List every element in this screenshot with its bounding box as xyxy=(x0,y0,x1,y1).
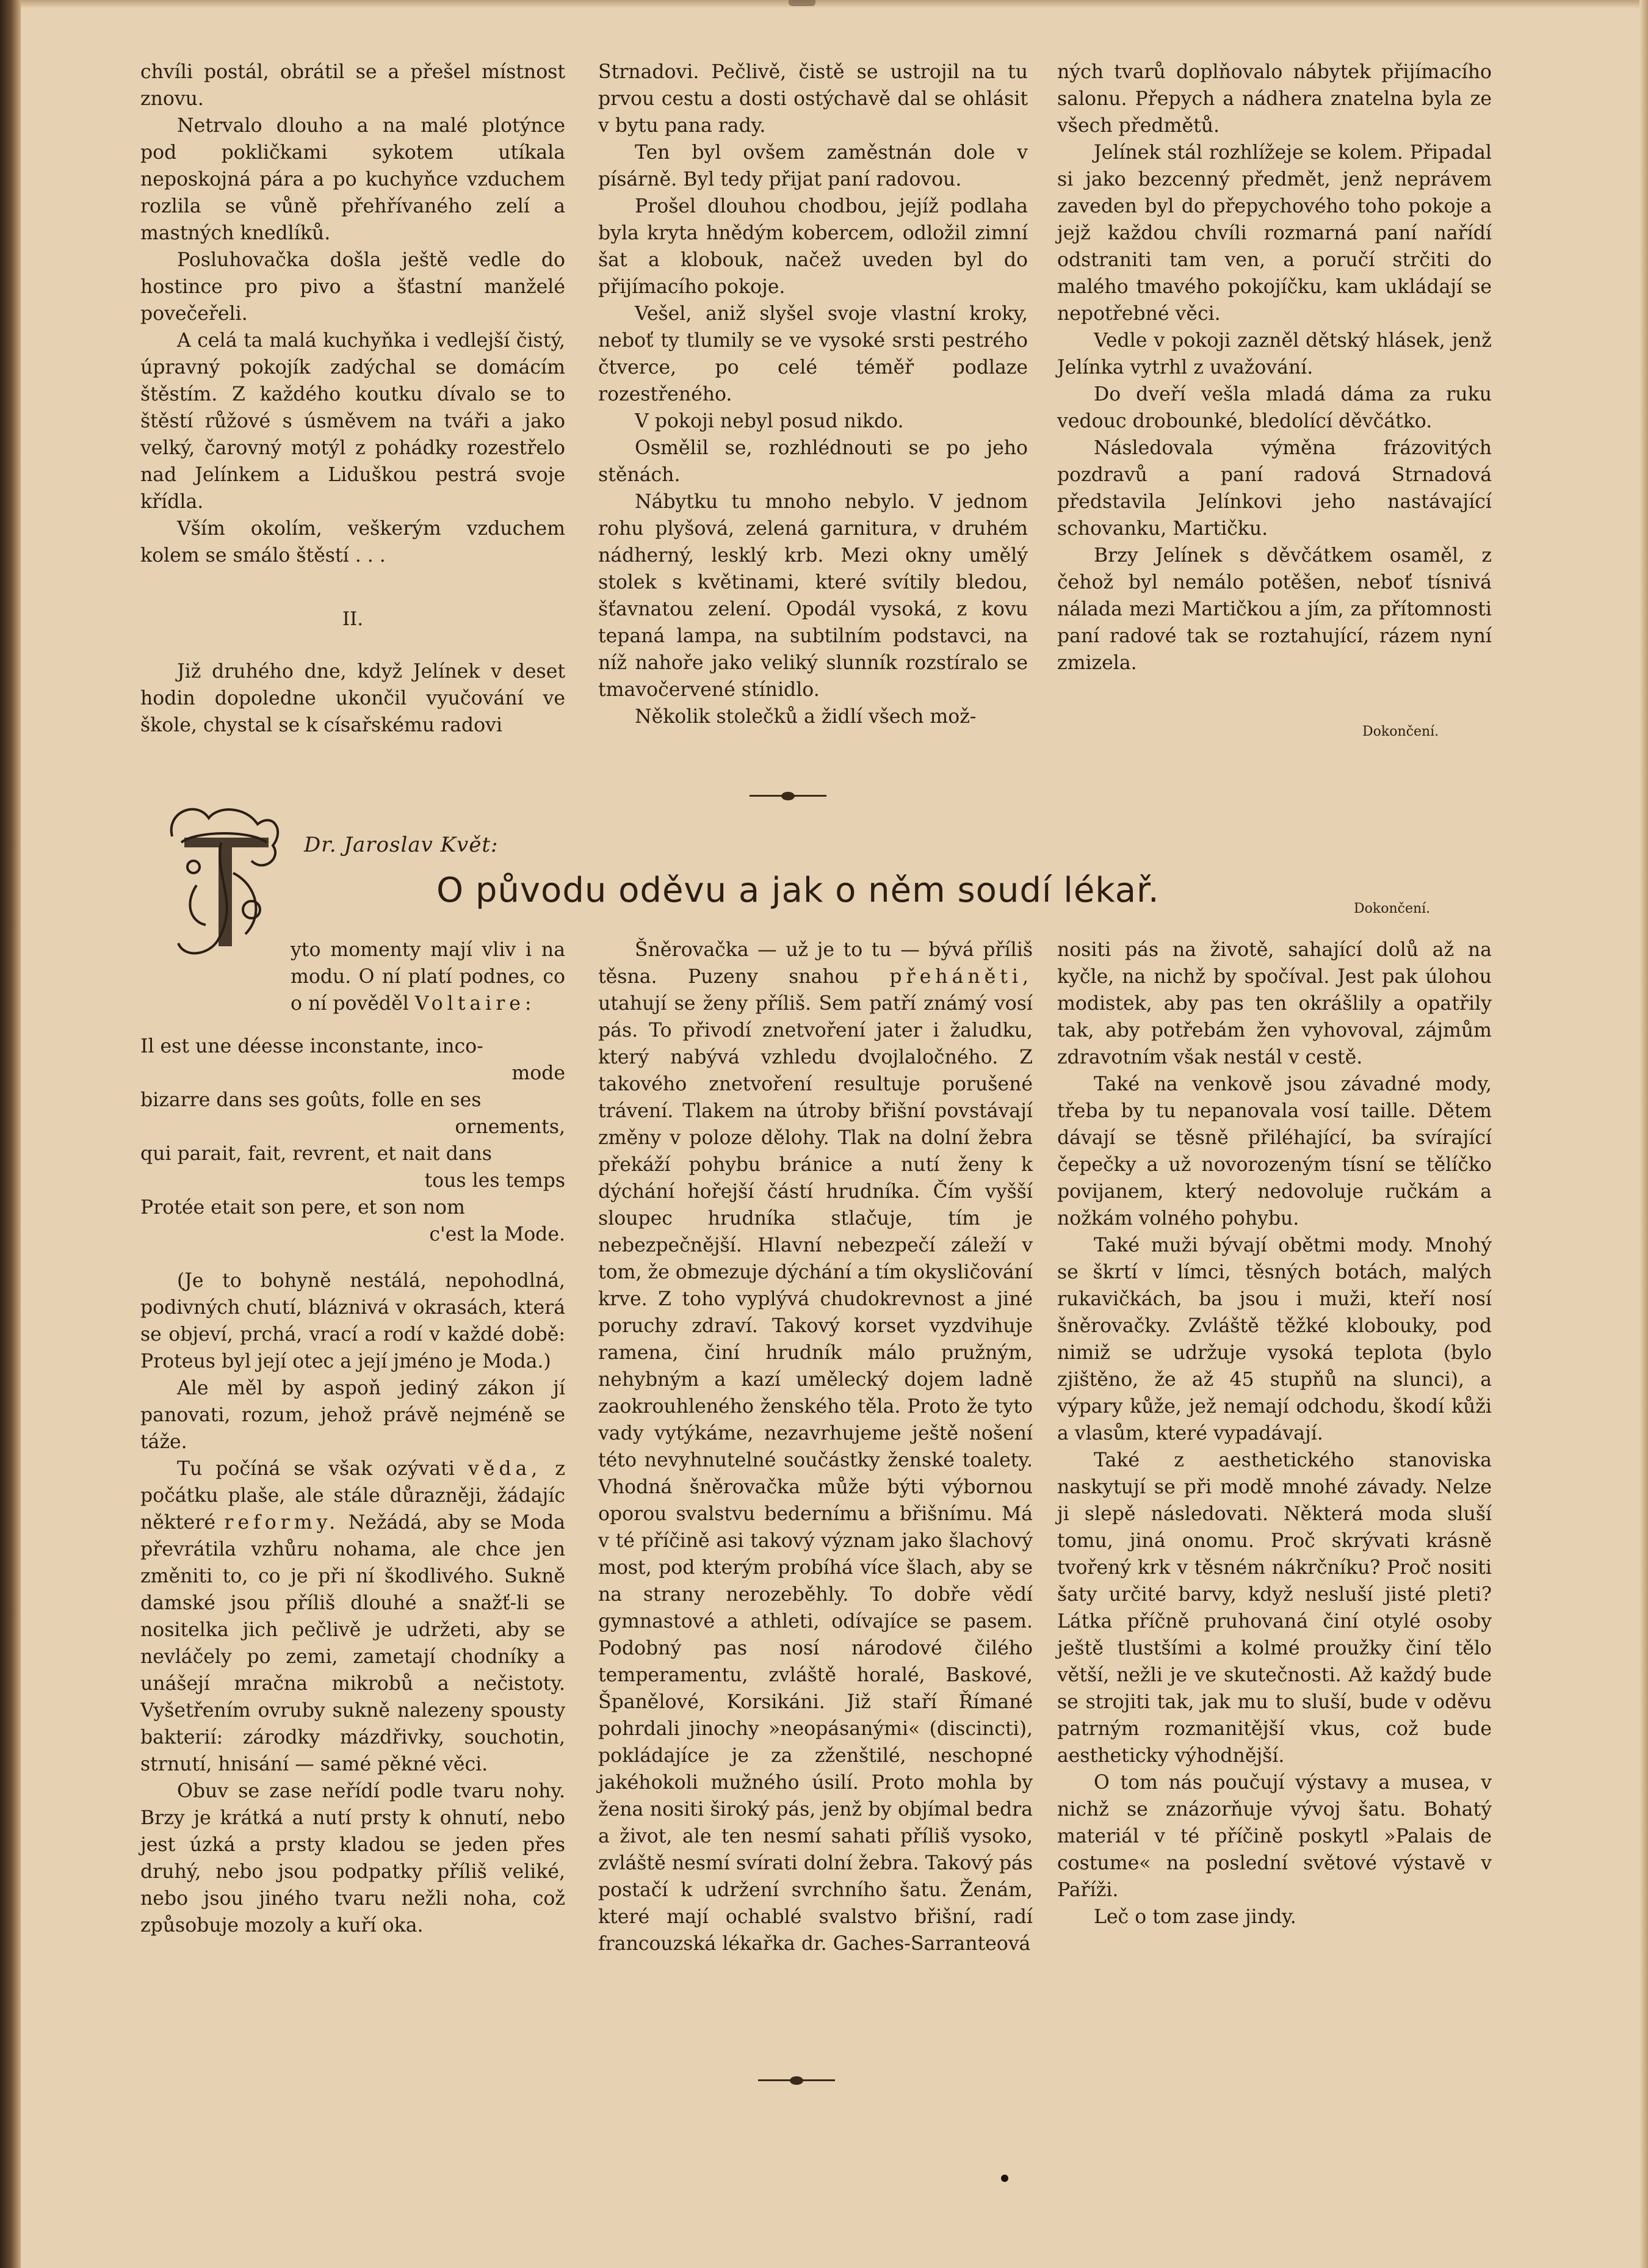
paragraph: Strnadovi. Pečlivě, čistě se ustrojil na tu prvou cestu a dosti ostýchavě dal se ohlásit v bytu pana rady. xyxy=(598,61,1028,137)
paragraph: Nábytku tu mnoho nebylo. V jednom rohu plyšová, zelená garnitura, v druhém nádherný, lesklý krb. Mezi okny umělý stolek s květinami, které svítily bledou, šťavnatou zelení. Opodál vysoká, z kovu tepaná lampa, na subtilním podstavci, na níž nahoře jako veliký slunník rozstíralo se tmavočervené stínidlo. xyxy=(598,491,1028,701)
paragraph: Také z aesthetického stanoviska naskytují se při modě mnohé závady. Nelze ji slepě následovati. Některá moda sluší tomu, jiná onomu. Proč skrývati krásně tvořený krk v těsném nákrčníku? Proč nositi šaty určité barvy, když nesluší jisté pleti? Látka příčně pruhovaná činí otylé osoby ještě tlustšími a kolmé proužky činí tělo větší, nežli je ve skutečnosti. Až každý bude se strojiti tak, jak mu to sluší, bude v oděvu patrným rozmanitější vkus, což bude aestheticky výhodnější. xyxy=(1057,1449,1492,1767)
paragraph: Ten byl ovšem zaměstnán dole v písárně. Byl tedy přijat paní radovou. xyxy=(598,142,1028,190)
paragraph: Ale měl by aspoň jediný zákon jí panovati, rozum, jehož právě nejméně se táže. xyxy=(140,1377,565,1453)
verse-line: Protée etait son pere, et son nom xyxy=(140,1197,465,1219)
article2-column-1 xyxy=(140,937,565,1939)
article1-column-2 xyxy=(598,59,1028,730)
paragraph: Leč o tom zase jindy. xyxy=(1094,1906,1296,1928)
paragraph: chvíli postál, obrátil se a přešel místnost znovu. xyxy=(140,61,565,110)
verse-line: c'est la Mode. xyxy=(429,1223,565,1245)
paragraph xyxy=(140,1455,565,1778)
spaced-word: reformy. xyxy=(224,1512,340,1534)
spaced-word: věda, xyxy=(468,1458,542,1480)
paragraph: Vešel, aniž slyšel svoje vlastní kroky, neboť ty tlumily se ve vysoké srsti pestrého čtverce, po celé téměř podlaze rozestřeného. xyxy=(598,303,1028,405)
verse-line: mode xyxy=(511,1062,565,1084)
article2-column-2 xyxy=(598,937,1033,1957)
article2-column-3 xyxy=(1057,937,1492,1930)
paragraph xyxy=(598,937,1033,1957)
paragraph xyxy=(140,937,565,1017)
paragraph: (Je to bohyně nestálá, nepohodlná, podivných chutí, bláznivá v okrasách, která se objeví, prchá, vrací a rodí v každé době: Proteus byl její otec a její jméno je Moda.) xyxy=(140,1270,565,1372)
text-run: z počátku plaše, ale stále důrazněji, žádajíc některé xyxy=(140,1458,565,1534)
text-run: Nežádá, aby se Moda převrátila vzhůru nohama, ale chce jen změniti to, co je při ní škodlivého. Sukně damské jsou příliš dlouhé a snažť-li se nositelka jich pečlivě je udržeti, aby se nevláčely po zemi, zametají chodníky a unášejí mračna mikrobů a nečistoty. Vyšetřením ovruby sukně nalezeny spousty bakterií: zárodky mázdřivky, souchotin, strnutí, hnisání — samé pěkné věci. xyxy=(140,1512,566,1775)
paragraph: Vedle v pokoji zazněl dětský hlásek, jenž Jelínka vytrhl z uvažování. xyxy=(1057,330,1492,379)
spaced-name: Voltaire: xyxy=(414,993,536,1015)
paragraph: Následovala výměna frázovitých pozdravů a paní radová Strnadová představila Jelínkovi jeho nastávající schovanku, Martičku. xyxy=(1057,437,1492,540)
text-run: Šněrovačka — už je to tu — bývá příliš těsna. Puzeny snahou xyxy=(598,939,1033,988)
verse-line: ornements, xyxy=(455,1116,565,1138)
paragraph: Již druhého dne, když Jelínek v deset hodin dopoledne ukončil vyučování ve škole, chystal se k císařskému radovi xyxy=(140,661,565,736)
article-title: O původu oděvu a jak o něm soudí lékař. xyxy=(436,871,1160,910)
page-edge-top xyxy=(21,0,1648,9)
verse-line: qui parait, fait, revrent, et nait dans xyxy=(140,1143,492,1165)
text-run: Tu počíná se však ozývati xyxy=(177,1458,455,1480)
paragraph: Vším okolím, veškerým vzduchem kolem se smálo štěstí . . . xyxy=(140,518,565,567)
paragraph: V pokoji nebyl posud nikdo. xyxy=(635,410,904,432)
paragraph: Obuv se zase neřídí podle tvaru nohy. Brzy je krátká a nutí prsty k ohnutí, nebo jest úzká a prsty kladou se jeden přes druhý, nebo jsou podpatky příliš veliké, nebo jsou jiného tvaru nežli noha, což způsobuje mozoly a kuří oka. xyxy=(140,1780,565,1936)
paragraph: A celá ta malá kuchyňka i vedlejší čistý, úpravný pokojík zadýchal se domácím štěstím. Z každého koutku dívalo se to štěstí růžové s úsměvem na tváři a jako velký, čarovný motýl z pohádky rozestřelo nad Jelínkem a Liduškou pestrá svoje křídla. xyxy=(140,330,565,513)
verse-line: Il est une déesse inconstante, inco- xyxy=(140,1035,483,1057)
article1-column-3 xyxy=(1057,59,1492,676)
article1-column-1 xyxy=(140,59,565,739)
paragraph: O tom nás poučují výstavy a musea, v nichž se znázorňuje vývoj šatu. Bohatý materiál v té příčině poskytl »Palais de costume« na poslední světové výstavě v Paříži. xyxy=(1057,1772,1492,1901)
paragraph: ných tvarů doplňovalo nábytek přijímacího salonu. Přepych a nádhera znatelna byla ze všech předmětů. xyxy=(1057,61,1492,137)
spaced-word: přeháněti, xyxy=(889,966,1033,988)
paragraph: nositi pás na životě, sahající dolů až na kyčle, na nichž by spočíval. Jest pak úlohou modistek, aby pas ten okrášlily a opatřily tak, aby potřebám žen vyhovoval, zájmům zdravotním však nestál v cestě. xyxy=(1057,939,1492,1068)
paragraph: Do dveří vešla mladá dáma za ruku vedouc drobounké, bledolící děvčátko. xyxy=(1057,383,1492,432)
paragraph: Posluhovačka došla ještě vedle do hostince pro pivo a šťastní manželé povečeřeli. xyxy=(140,249,565,325)
separator-ornament-icon xyxy=(781,792,795,800)
continued-note: Dokončení. xyxy=(1354,901,1431,916)
book-spine-shadow xyxy=(0,0,21,2268)
page-number-fragment xyxy=(789,0,815,6)
paragraph: Netrvalo dlouho a na malé plotýnce pod pokličkami sykotem utíkala neposkojná pára a po kuchyňce vzduchem rozlila se vůně přehřívaného zelí a mastných knedlíků. xyxy=(140,115,565,244)
continued-note: Dokončení. xyxy=(1362,724,1439,739)
paragraph: Brzy Jelínek s děvčátkem osaměl, z čehož byl nemálo potěšen, neboť tísnivá nálada mezi Martičkou a jím, za přítomnosti paní radové tak se roztahující, rázem nyní zmizela. xyxy=(1057,545,1492,674)
verse-line: bizarre dans ses goûts, folle en ses xyxy=(140,1089,482,1111)
intro-text: yto momenty mají vliv i na modu. O ní platí podnes, co o ní pověděl xyxy=(291,939,565,1015)
ink-dot xyxy=(1001,2175,1008,2182)
paragraph: Také na venkově jsou závadné mody, třeba by tu nepanovala vosí taille. Dětem dávají se těsně přiléhající, ba svírající čepečky a už novorozeným tísní se tělíčko povijanem, který nedovoluje ručkám a nožkám volného pohybu. xyxy=(1057,1073,1492,1230)
paragraph: Také muži bývají obětmi mody. Mnohý se škrtí v límci, těsných botách, malých rukavičkách, ba jsou i muži, kteří nosí šněrovačky. Zvláště těžké klobouky, pod nimiž se udržuje vysoká teplota (bylo zjištěno, že až 45 stupňů na slunci), a výpary kůže, jež nemají odchodu, škodí kůži a vlasům, které vypadávají. xyxy=(1057,1234,1492,1444)
paragraph: Jelínek stál rozhlížeje se kolem. Připadal si jako bezcenný předmět, jenž neprávem zaveden byl do přepychového toho pokoje a jejž každou chvíli rozmarná paní nařídí odstraniti tam ven, a poručí strčiti do malého tmavého pokojíčku, kam ukládají se nepotřebné věci. xyxy=(1057,142,1492,325)
verse-line: tous les temps xyxy=(424,1170,565,1192)
separator-ornament-icon xyxy=(790,2076,803,2085)
article-author: Dr. Jaroslav Květ: xyxy=(304,833,499,857)
page-edge-right xyxy=(1639,0,1648,2268)
text-run: utahují se ženy příliš. Sem patří známý vosí pás. To přivodí znetvoření jater i žaludku, který nabývá vzhledu dvojlaločného. Z takového znetvoření resultuje porušené trávení. Tlakem na útroby břišní povstávají změny v poloze dělohy. Tlak na dolní žebra překáží pohybu bránice a nutí ženy k dýchání hořejší částí hrudníka. Čím vyšší sloupec hrudníka stlačuje, tím je nebezpečnější. Hlavní nebezpečí záleží v tom, že obmezuje dýchání a tím okysličování krve. Z toho vyplývá chudokrevnost a jiné poruchy zdraví. Takový korset vyzdvihuje ramena, činí hrudník málo pružným, nehybným a kazí umělecký dojem ladně zaokrouhleného ženského těla. Proto že tyto vady vytýkáme, nezavrhujeme ještě nošení této nevyhnutelné součástky ženské toalety. Vhodná šněrovačka může býti výbornou oporou svalstvu bedernímu a břišnímu. Má v té příčině asi takový význam jako šlachový most, pod kterým probíhá více šlach, aby se na strany nerozeběhly. To dobře vědí gymnastové a athleti, odívajíce se pasem. Podobný pas nosí národové čilého temperamentu, zvláště horalé, Baskové, Španělové, Korsikáni. Již staří Římané pohrdali jinochy »neopásanými« (discincti), pokládajíce je za zženštilé, neschopné jakéhokoli mužného úsilí. Proto mohla by žena nositi široký pás, jenž by objímal bedra a život, ale ten nesmí sahati příliš vysoko, zvláště nesmí svírati dolní žebra. Takový pás postačí k udržení svrchního šatu. Ženám, které mají ochablé svalstvo břišní, radí francouzská lékařka dr. Gaches-Sarranteová xyxy=(598,993,1033,1955)
section-heading: II. xyxy=(342,608,364,630)
paragraph: Několik stolečků a židlí všech mož- xyxy=(635,706,977,728)
paragraph: Osmělil se, rozhlédnouti se po jeho stěnách. xyxy=(598,437,1028,486)
french-verse xyxy=(140,1033,565,1248)
paragraph: Prošel dlouhou chodbou, jejíž podlaha byla kryta hnědým kobercem, odložil zimní šat a klobouk, načež uveden byl do přijímacího pokoje. xyxy=(598,195,1028,298)
